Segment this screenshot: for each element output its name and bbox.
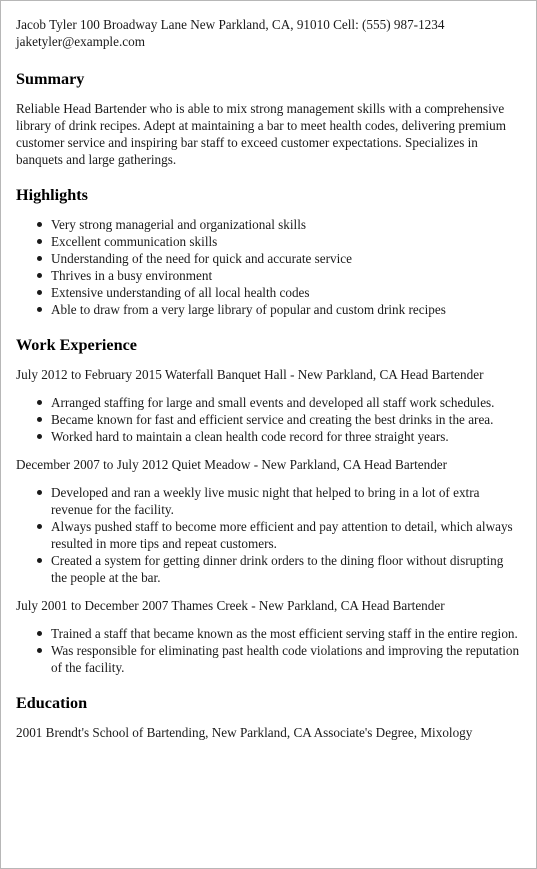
job-bullets: [16, 394, 520, 445]
list-item: Thrives in a busy environment: [51, 267, 520, 284]
education-heading: Education: [16, 694, 88, 712]
list-item: Able to draw from a very large library of popular and custom drink recipes: [51, 301, 520, 318]
contact-line: Jacob Tyler 100 Broadway Lane New Parkland, CA, 91010 Cell: (555) 987-1234: [16, 17, 445, 32]
list-item: Became known for fast and efficient service and creating the best drinks in the area.: [51, 411, 520, 428]
job-header: December 2007 to July 2012 Quiet Meadow - New Parkland, CA Head Bartender: [16, 457, 448, 472]
education-text: 2001 Brendt's School of Bartending, New Parkland, CA Associate's Degree, Mixology: [16, 725, 473, 740]
contact-block: [16, 16, 520, 50]
highlights-list: [16, 216, 520, 318]
highlights-heading: Highlights: [16, 186, 88, 204]
list-item: Arranged staffing for large and small events and developed all staff work schedules.: [51, 394, 520, 411]
list-item: Understanding of the need for quick and accurate service: [51, 250, 520, 267]
summary-text: Reliable Head Bartender who is able to mix strong management skills with a comprehensive library of drink recipes. Adept at maintaining a bar to meet health codes, delivering premium customer service and inspiring bar staff to exceed customer expectations. Specializes in banquets and large gatherings.: [16, 101, 506, 167]
job-header: July 2001 to December 2007 Thames Creek - New Parkland, CA Head Bartender: [16, 598, 445, 613]
list-item: Extensive understanding of all local health codes: [51, 284, 520, 301]
job-bullets: [16, 484, 520, 586]
job-header: July 2012 to February 2015 Waterfall Banquet Hall - New Parkland, CA Head Bartender: [16, 367, 484, 382]
work-experience-heading: Work Experience: [16, 336, 137, 354]
contact-email: jaketyler@example.com: [16, 34, 145, 49]
job-bullets: [16, 625, 520, 676]
list-item: Always pushed staff to become more efficient and pay attention to detail, which always resulted in more tips and repeat customers.: [51, 518, 520, 552]
summary-heading: Summary: [16, 70, 85, 88]
list-item: Created a system for getting dinner drink orders to the dining floor without disrupting the people at the bar.: [51, 552, 520, 586]
list-item: Very strong managerial and organizational skills: [51, 216, 520, 233]
list-item: Worked hard to maintain a clean health code record for three straight years.: [51, 428, 520, 445]
list-item: Trained a staff that became known as the most efficient serving staff in the entire region.: [51, 625, 520, 642]
list-item: Developed and ran a weekly live music night that helped to bring in a lot of extra revenue for the facility.: [51, 484, 520, 518]
list-item: Was responsible for eliminating past health code violations and improving the reputation of the facility.: [51, 643, 520, 675]
list-item: Excellent communication skills: [51, 233, 520, 250]
